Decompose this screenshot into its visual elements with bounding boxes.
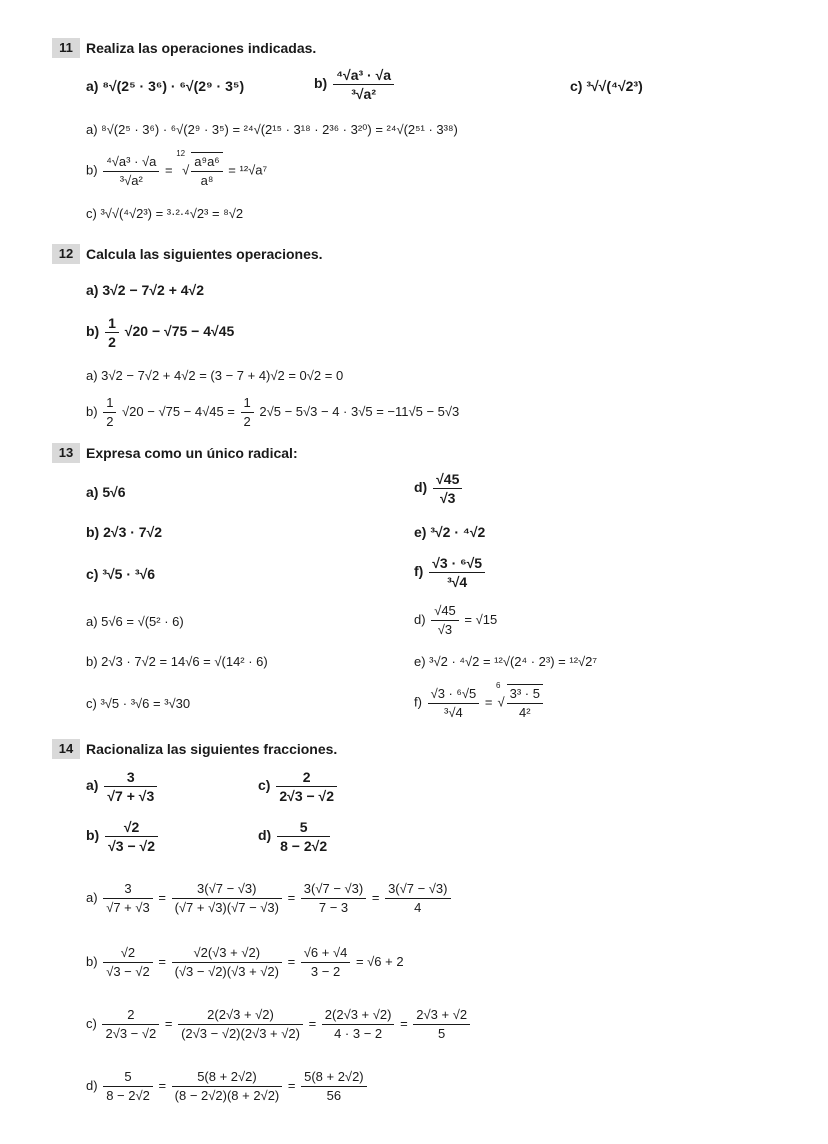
exercise-item-d bbox=[258, 818, 332, 855]
denominator: (2√3 − √2)(2√3 + √2) bbox=[181, 1026, 300, 1041]
exercise-item-e: e) ³√2 · ⁴√2 bbox=[414, 524, 486, 540]
denominator: √7 + √3 bbox=[107, 788, 155, 804]
exercise-item-f bbox=[414, 554, 487, 591]
denominator: √3 bbox=[440, 490, 456, 506]
numerator: 2√3 + √2 bbox=[413, 1006, 470, 1025]
denominator: 2 bbox=[106, 414, 114, 429]
numerator: 1 bbox=[105, 314, 119, 333]
fraction bbox=[103, 153, 159, 190]
numerator: 2(2√3 + √2) bbox=[178, 1006, 303, 1025]
exercise-item-c: c) ³√5 · ³√6 bbox=[86, 566, 156, 582]
exercise-item-c: c) ³√√(⁴√2³) bbox=[570, 78, 643, 94]
solution-a: a) 3√2 − 7√2 + 4√2 = (3 − 7 + 4)√2 = 0√2 = 0 bbox=[86, 368, 344, 383]
exercise-heading: Expresa como un único radical: bbox=[86, 445, 298, 461]
expression: √20 − √75 − 4√45 = bbox=[122, 403, 235, 419]
numerator: √3 · ⁶√5 bbox=[428, 685, 480, 704]
numerator: √6 + √4 bbox=[301, 944, 351, 963]
item-label: d) bbox=[86, 1077, 98, 1093]
numerator: √2(√3 + √2) bbox=[172, 944, 282, 963]
exercise-number: 14 bbox=[52, 739, 80, 759]
exercise-heading: Realiza las operaciones indicadas. bbox=[86, 40, 317, 56]
denominator: 7 − 3 bbox=[318, 900, 349, 915]
numerator: 5 bbox=[103, 1068, 153, 1087]
denominator: ³√4 bbox=[444, 704, 463, 720]
item-label: d) bbox=[258, 827, 272, 844]
numerator: 5(8 + 2√2) bbox=[301, 1068, 367, 1087]
denominator: 8 − 2√2 bbox=[106, 1088, 150, 1103]
item-label: b) bbox=[314, 75, 328, 92]
exercise-heading: Calcula las siguientes operaciones. bbox=[86, 246, 323, 262]
item-label: f) bbox=[414, 563, 424, 580]
numerator: 5(8 + 2√2) bbox=[172, 1068, 283, 1087]
solution-b bbox=[86, 394, 459, 431]
fraction bbox=[241, 394, 254, 431]
numerator: √3 · ⁶√5 bbox=[429, 554, 485, 573]
exercise-item-a: a) 3√2 − 7√2 + 4√2 bbox=[86, 282, 205, 298]
solution-c: c) $\frac{2}{2√3 - √2}$ = $\frac{2(2√3 + √2)}{(2√3 - √2)(2√3 + √2)}$ = $\frac{2(2√3 + √2)}{4 \cdot 3 - 2}$ = $\frac{2√3 + √2}{5}$ bbox=[86, 1006, 472, 1043]
fraction bbox=[429, 554, 485, 591]
denominator: ³√a² bbox=[119, 172, 143, 188]
solution-a: a) ⁸√(2⁵ · 3⁶) · ⁶√(2⁹ · 3⁵) = ²⁴√(2¹⁵ · 3¹⁸ · 2³⁶ · 3²⁰) = ²⁴√(2⁵¹ · 3³⁸) bbox=[86, 122, 458, 137]
solution-c: c) ³√5 · ³√6 = ³√30 bbox=[86, 696, 191, 711]
fraction bbox=[385, 880, 450, 917]
fraction bbox=[428, 685, 480, 722]
numerator: 3(√7 − √3) bbox=[385, 880, 450, 899]
fraction bbox=[105, 314, 119, 351]
result: = √6 + 2 bbox=[355, 953, 404, 969]
fraction bbox=[172, 1068, 283, 1105]
numerator: ⁴√a³ · √a bbox=[333, 66, 394, 85]
numerator: a⁹a⁶ bbox=[191, 153, 222, 172]
solution-b: b) $\frac{\text{⁴√a³ · √a}}{\text{³√a²}}$ = $^{12}$√ $\frac{\text{a⁹a⁶}}{\text{a⁸}}$ = ¹²√a⁷ bbox=[86, 149, 268, 188]
denominator: √3 − √2 bbox=[108, 838, 156, 854]
exercise-item-b: b) 2√3 · 7√2 bbox=[86, 524, 163, 540]
numerator: 1 bbox=[241, 394, 254, 413]
denominator: a⁸ bbox=[200, 173, 214, 188]
item-label: b) bbox=[86, 827, 100, 844]
numerator: 3(√7 − √3) bbox=[172, 880, 282, 899]
exercise-item-d bbox=[414, 470, 464, 507]
solution-b: b) $\frac{√2}{√3 - √2}$ = $\frac{√2(√3 + √2)}{(√3 - √2)(√3 + √2)}$ = $\frac{√6 + √4}{3 - 2}$ = √6 + 2 bbox=[86, 945, 404, 979]
numerator: 2 bbox=[102, 1006, 159, 1025]
solution-d: d) $\frac{5}{8 - 2√2}$ = $\frac{5(8 + 2√2)}{(8 - 2√2)(8 + 2√2)}$ = $\frac{5(8 + 2√2)}{56}$ bbox=[86, 1068, 369, 1105]
fraction bbox=[172, 944, 282, 981]
solution-d bbox=[414, 602, 497, 639]
item-label: b) bbox=[86, 953, 98, 969]
denominator: 8 − 2√2 bbox=[280, 838, 328, 854]
denominator: (√3 − √2)(√3 + √2) bbox=[174, 964, 279, 979]
solution-f: f) $\frac{\text{√3 · ⁶√5}}{\text{³√4}}$ = $^6$√ $\frac{\text{3³ · 5}}{\text{4²}}$ bbox=[414, 684, 545, 722]
denominator: 4 · 3 − 2 bbox=[334, 1026, 383, 1041]
fraction bbox=[507, 684, 543, 722]
solution-a: a) $\frac{3}{√7 + √3}$ = $\frac{3(√7 - √3)}{(√7 + √3)(√7 - √3)}$ = $\frac{3(√7 - √3)}{7 - 3}$ = $\frac{3(√7 - √3)}{4}$ bbox=[86, 880, 453, 917]
item-label: d) bbox=[414, 479, 428, 496]
exercise-item-b bbox=[86, 314, 234, 351]
solution-a: a) 5√6 = √(5² · 6) bbox=[86, 614, 184, 629]
numerator: 2 bbox=[276, 768, 337, 787]
expression: √20 − √75 − 4√45 bbox=[124, 323, 235, 340]
fraction bbox=[301, 944, 351, 981]
numerator: √45 bbox=[433, 470, 462, 489]
fraction bbox=[103, 880, 153, 917]
denominator: 2 bbox=[243, 414, 251, 429]
item-label: f) bbox=[414, 694, 422, 710]
fraction bbox=[105, 818, 158, 855]
solution-c: c) ³√√(⁴√2³) = ³·²·⁴√2³ = ⁸√2 bbox=[86, 206, 244, 221]
fraction bbox=[276, 768, 337, 805]
exercise-number: 12 bbox=[52, 244, 80, 264]
denominator: (√7 + √3)(√7 − √3) bbox=[174, 900, 279, 915]
fraction bbox=[277, 818, 330, 855]
solution-b: b) 2√3 · 7√2 = 14√6 = √(14² · 6) bbox=[86, 654, 268, 669]
item-label: c) bbox=[86, 1015, 97, 1031]
denominator: 4² bbox=[519, 705, 531, 720]
fraction bbox=[172, 880, 282, 917]
denominator: √3 bbox=[437, 622, 453, 637]
item-label: a) bbox=[86, 889, 98, 905]
numerator: 3³ · 5 bbox=[507, 685, 543, 704]
result: 2√5 − 5√3 − 4 · 3√5 = −11√5 − 5√3 bbox=[259, 403, 460, 419]
root-index: 6 bbox=[496, 681, 501, 690]
solution-e: e) ³√2 · ⁴√2 = ¹²√(2⁴ · 2³) = ¹²√2⁷ bbox=[414, 654, 598, 669]
numerator: √2 bbox=[103, 944, 153, 963]
exercise-item-b bbox=[314, 66, 396, 103]
item-label: b) bbox=[86, 323, 100, 340]
fraction bbox=[433, 470, 462, 507]
denominator: 2 bbox=[108, 334, 116, 350]
fraction bbox=[333, 66, 394, 103]
numerator: √2 bbox=[105, 818, 158, 837]
fraction bbox=[102, 1006, 159, 1043]
fraction bbox=[322, 1006, 395, 1043]
exercise-number: 11 bbox=[52, 38, 80, 58]
numerator: 3 bbox=[103, 880, 153, 899]
exercise-item-a bbox=[86, 768, 159, 805]
numerator: 3 bbox=[104, 768, 157, 787]
exercise-item-b bbox=[86, 818, 160, 855]
fraction bbox=[178, 1006, 303, 1043]
denominator: (8 − 2√2)(8 + 2√2) bbox=[174, 1088, 280, 1103]
item-label: d) bbox=[414, 611, 426, 627]
fraction bbox=[413, 1006, 470, 1043]
denominator: 2√3 − √2 bbox=[105, 1026, 157, 1041]
numerator: 2(2√3 + √2) bbox=[322, 1006, 395, 1025]
numerator: √45 bbox=[431, 602, 459, 621]
numerator: 1 bbox=[103, 394, 116, 413]
denominator: 4 bbox=[414, 900, 422, 915]
fraction bbox=[301, 1068, 367, 1105]
denominator: 5 bbox=[438, 1026, 446, 1041]
denominator: ³√4 bbox=[447, 574, 468, 590]
numerator: 3(√7 − √3) bbox=[301, 880, 366, 899]
denominator: 3 − 2 bbox=[310, 964, 341, 979]
item-label: b) bbox=[86, 403, 98, 419]
fraction bbox=[103, 1068, 153, 1105]
exercise-item-a: a) ⁸√(2⁵ · 3⁶) · ⁶√(2⁹ · 3⁵) bbox=[86, 78, 245, 94]
item-label: b) bbox=[86, 162, 98, 178]
fraction bbox=[301, 880, 366, 917]
fraction bbox=[103, 944, 153, 981]
fraction bbox=[103, 394, 116, 431]
exercise-number: 13 bbox=[52, 443, 80, 463]
denominator: √7 + √3 bbox=[106, 900, 150, 915]
exercise-item-c bbox=[258, 768, 339, 805]
denominator: 56 bbox=[326, 1088, 342, 1103]
numerator: 5 bbox=[277, 818, 330, 837]
fraction bbox=[431, 602, 459, 639]
result: = ¹²√a⁷ bbox=[228, 162, 268, 178]
denominator: √3 − √2 bbox=[106, 964, 150, 979]
item-label: c) bbox=[258, 777, 271, 794]
denominator: 2√3 − √2 bbox=[279, 788, 335, 804]
exercise-heading: Racionaliza las siguientes fracciones. bbox=[86, 741, 338, 757]
exercise-item-a: a) 5√6 bbox=[86, 484, 126, 500]
fraction bbox=[104, 768, 157, 805]
root-index: 12 bbox=[176, 149, 186, 158]
numerator: ⁴√a³ · √a bbox=[103, 153, 159, 172]
item-label: a) bbox=[86, 777, 99, 794]
result: = √15 bbox=[464, 611, 498, 627]
denominator: ³√a² bbox=[351, 86, 376, 102]
fraction bbox=[191, 152, 222, 190]
